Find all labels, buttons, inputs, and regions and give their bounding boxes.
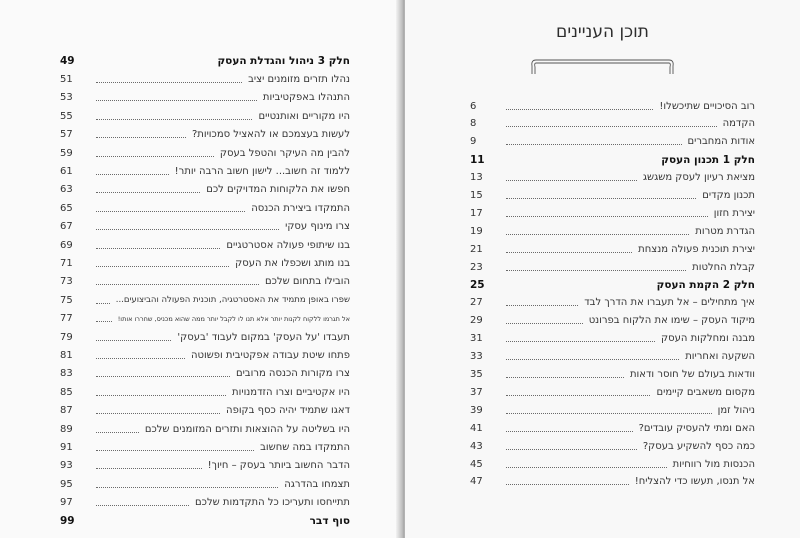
toc-entry-title: האם ומתי להעסיק עובדים? <box>638 422 755 434</box>
toc-dot-leader <box>506 144 682 145</box>
toc-dot-leader <box>96 340 171 341</box>
toc-dot-leader <box>96 192 200 193</box>
toc-entry-title: התנהלו באפקטיביות <box>262 92 350 104</box>
toc-entry <box>60 475 350 493</box>
toc-page-number: 89 <box>60 423 73 435</box>
toc-entry-title: אל תגרמו ללקוח לקנות יותר אלא תנו לו לקבל יותר ממה שהוא מכניס, שחררו אותו! <box>117 314 350 323</box>
toc-page-number: 39 <box>470 404 483 416</box>
toc-entry-title: חלק 3 ניהול והגדלת העסק <box>217 55 350 67</box>
toc-page-number: 11 <box>470 153 485 166</box>
toc-page-number: 57 <box>60 129 73 141</box>
toc-entry <box>470 437 755 455</box>
toc-dot-leader <box>96 395 226 396</box>
toc-entry-title: התמקדו במה שחשוב <box>260 441 350 453</box>
toc-entry <box>60 144 350 162</box>
toc-entry-title: תעבדו 'על העסק' במקום לעבוד 'בעסק' <box>177 331 350 343</box>
toc-page-number: 35 <box>470 369 483 380</box>
toc-entry <box>60 383 350 401</box>
toc-dot-leader <box>506 413 712 414</box>
toc-entry-title: מיקוד העסק – שימו את הלקוח בפרונט <box>588 315 755 327</box>
toc-dot-leader <box>96 229 279 230</box>
toc-entry <box>60 199 350 217</box>
toc-entry <box>60 346 350 364</box>
toc-dot-leader <box>96 100 257 101</box>
toc-entry <box>60 218 350 236</box>
toc-entry-title: שפרו באופן מתמיד את האסטרטגיה, תוכנית הפעולה והביצועים... <box>115 295 350 306</box>
toc-entry <box>470 330 755 348</box>
toc-chapter-entry <box>470 151 755 169</box>
toc-entry-title: השקעה ואחריות <box>685 351 755 363</box>
toc-entry <box>60 310 350 328</box>
toc-dot-leader <box>96 487 278 488</box>
toc-dot-leader <box>96 413 220 414</box>
toc-page-number: 23 <box>470 261 483 273</box>
toc-dot-leader <box>506 484 629 485</box>
toc-page-number: 75 <box>60 294 73 306</box>
toc-entry <box>60 89 350 107</box>
toc-entry <box>60 291 350 309</box>
toc-entry <box>470 455 755 473</box>
toc-page-number: 83 <box>60 368 73 380</box>
toc-chapter-entry <box>60 52 350 70</box>
toc-page-number: 73 <box>60 276 73 288</box>
toc-entry-title: היו מקוריים ואותנטיים <box>258 110 350 122</box>
toc-entry-title: פתחו שיטת עבודה אפקטיבית ופשוטה <box>190 349 350 361</box>
toc-page-number: 85 <box>60 386 73 398</box>
toc-page-number: 71 <box>60 257 73 269</box>
toc-entry-title: ניהול זמן <box>717 404 755 416</box>
toc-entry-title: הדבר החשוב ביותר בעסק – חיוך! <box>207 460 350 472</box>
toc-page-number: 53 <box>60 92 73 104</box>
toc-entry-title: בנו מותג ושכפלו את העסק <box>235 257 350 269</box>
toc-page-number: 29 <box>470 315 483 327</box>
toc-entry <box>470 312 755 330</box>
toc-entry-title: אל תנסו, תעשו כדי להצליח! <box>634 476 755 488</box>
toc-page-number: 15 <box>470 190 483 201</box>
toc-dot-leader <box>506 449 637 450</box>
toc-chapter-entry <box>60 512 350 530</box>
toc-dot-leader <box>96 211 245 212</box>
toc-entry <box>60 126 350 144</box>
toc-entry-title: צרו מינוף עסקי <box>285 221 350 233</box>
toc-page-number: 77 <box>60 313 73 325</box>
toc-entry-title: תתייחסו ותעריכו כל התקדמות שלכם <box>195 497 350 509</box>
toc-page-number: 63 <box>60 184 73 196</box>
toc-dot-leader <box>506 180 637 181</box>
toc-dot-leader <box>506 431 633 432</box>
toc-page-number: 99 <box>60 515 75 527</box>
toc-entry-title: וודאות בעולם של חוסר ודאות <box>629 369 755 380</box>
toc-entry <box>60 328 350 346</box>
toc-dot-leader <box>506 359 679 360</box>
toc-entry <box>470 419 755 437</box>
toc-entry <box>60 107 350 125</box>
toc-entry-title: אודות המחברים <box>687 136 755 148</box>
toc-entry-title: היו אקטיביים וצרו הזדמנויות <box>232 386 350 398</box>
toc-entry-title: סוף דבר <box>309 515 350 527</box>
toc-entry-title: חלק 1 תכנון העסק <box>661 153 755 166</box>
toc-entry-title: הגדרת מטרות <box>695 225 755 237</box>
toc-page-number: 79 <box>60 331 73 343</box>
toc-entry <box>60 494 350 512</box>
toc-entry-title: איך מתחילים – אל תעברו את הדרך לבד <box>584 297 755 309</box>
toc-dot-leader <box>506 198 696 199</box>
toc-dot-leader <box>96 450 254 451</box>
toc-entry <box>470 133 755 151</box>
toc-entry <box>470 401 755 419</box>
toc-entry <box>470 222 755 240</box>
toc-page-number: 97 <box>60 497 73 509</box>
toc-entry-title: הקדמה <box>722 118 755 130</box>
toc-dot-leader <box>506 341 655 342</box>
toc-dot-leader <box>96 82 242 83</box>
toc-entry <box>470 187 755 205</box>
toc-dot-leader <box>96 432 139 433</box>
toc-entry-title: מבנה ומחלקות העסק <box>661 333 755 345</box>
toc-dot-leader <box>96 358 185 359</box>
toc-page-number: 6 <box>470 100 477 112</box>
toc-page-number: 49 <box>60 55 75 67</box>
toc-entry <box>60 420 350 438</box>
toc-page-number: 8 <box>470 118 477 130</box>
toc-entry <box>60 273 350 291</box>
toc-entry-title: מציאת רעיון לעסק משגשג <box>642 172 755 184</box>
toc-dot-leader <box>96 284 259 285</box>
toc-entry-title: הכנסות מול רווחיות <box>672 458 755 470</box>
toc-dot-leader <box>96 266 229 267</box>
toc-page-number: 37 <box>470 386 483 398</box>
toc-page-number: 9 <box>470 136 477 148</box>
toc-entry-title: הובילו בתחום שלכם <box>265 276 350 288</box>
toc-entry <box>470 115 755 133</box>
toc-dot-leader <box>96 248 220 249</box>
toc-entry <box>470 97 755 115</box>
toc-entry <box>470 473 755 491</box>
toc-dot-leader <box>506 323 583 324</box>
toc-entry-title: התמקדו ביצירת הכנסה <box>251 202 350 214</box>
toc-dot-leader <box>506 305 578 306</box>
toc-entry <box>60 236 350 254</box>
toc-dot-leader <box>506 216 708 217</box>
toc-entry-title: חלק 2 הקמת העסק <box>656 279 755 291</box>
toc-page-number: 47 <box>470 476 483 488</box>
toc-dot-leader <box>96 505 189 506</box>
toc-dot-leader <box>96 376 230 377</box>
toc-dot-leader <box>506 126 717 127</box>
toc-chapter-entry <box>470 276 755 294</box>
toc-entry-title: דאגו שתמיד יהיה כסף בקופה <box>226 405 350 417</box>
toc-heading: תוכן העניינים <box>556 22 649 42</box>
toc-dot-leader <box>506 252 632 253</box>
toc-page-number: 95 <box>60 478 73 490</box>
toc-page-number: 81 <box>60 349 73 361</box>
toc-dot-leader <box>506 234 689 235</box>
toc-entry-title: קבלת החלטות <box>692 261 755 273</box>
toc-entry-title: יצירת חזון <box>713 207 755 219</box>
toc-entry-title: צרו מקורות הכנסה מרובים <box>235 368 350 380</box>
toc-entry-title: תצמחו בהדרגה <box>284 478 350 490</box>
toc-entry-title: יצירת תוכנית פעולה מנצחת <box>638 243 755 255</box>
toc-page-number: 65 <box>60 202 73 214</box>
toc-page-number: 87 <box>60 405 73 417</box>
toc-entry-title: להבין מה העיקר והטפל בעסק <box>219 147 350 159</box>
toc-entry-title: לעשות בעצמכם או להאציל סמכויות? <box>191 129 350 141</box>
toc-dot-leader <box>96 303 110 304</box>
toc-page-number: 19 <box>470 225 483 237</box>
toc-entry-title: בנו שיתופי פעולה אסטרטגיים <box>226 239 350 251</box>
toc-dot-leader <box>96 137 186 138</box>
toc-dot-leader <box>506 270 686 271</box>
toc-entry-title: רוב הסיכויים שתיכשלו! <box>659 100 755 112</box>
toc-entry <box>60 457 350 475</box>
toc-dot-leader <box>96 321 112 322</box>
toc-page-number: 33 <box>470 351 483 363</box>
toc-page-number: 51 <box>60 73 73 85</box>
toc-page-number: 59 <box>60 147 73 159</box>
right-page <box>405 0 800 538</box>
toc-entry <box>60 162 350 180</box>
toc-page-number: 67 <box>60 221 73 233</box>
toc-entry <box>60 70 350 88</box>
toc-entry-title: חפשו את הלקוחות המדויקים לכם <box>206 184 350 196</box>
toc-page-number: 25 <box>470 279 485 291</box>
toc-dot-leader <box>96 119 252 120</box>
toc-entry <box>60 402 350 420</box>
toc-page-number: 27 <box>470 297 483 309</box>
toc-dot-leader <box>506 395 650 396</box>
toc-page-number: 91 <box>60 441 73 453</box>
toc-page-number: 61 <box>60 165 73 177</box>
toc-entry-title: ללמוד זה חשוב... לישון חשוב הרבה יותר! <box>174 165 350 177</box>
toc-page-number: 55 <box>60 110 73 122</box>
toc-entry <box>60 365 350 383</box>
toc-entry <box>470 383 755 401</box>
toc-page-number: 45 <box>470 458 483 470</box>
toc-dot-leader <box>506 467 667 468</box>
toc-entry-title: מקסום משאבים קיימים <box>656 386 755 398</box>
toc-entry <box>470 348 755 366</box>
toc-entry <box>470 240 755 258</box>
toc-entry <box>470 366 755 384</box>
toc-page-number: 93 <box>60 460 73 472</box>
toc-dot-leader <box>96 174 169 175</box>
toc-entry <box>60 181 350 199</box>
toc-dot-leader <box>96 156 214 157</box>
toc-entry <box>60 438 350 456</box>
toc-dot-leader <box>96 468 202 469</box>
toc-dot-leader <box>506 377 624 378</box>
toc-page-number: 17 <box>470 207 483 219</box>
toc-entry <box>470 294 755 312</box>
toc-entry <box>60 254 350 272</box>
toc-page-number: 21 <box>470 243 483 255</box>
toc-entry <box>470 258 755 276</box>
toc-entry-title: היו בשליטה על ההוצאות ותזרים המזומנים שלכם <box>144 423 350 435</box>
toc-entry <box>470 169 755 187</box>
toc-dot-leader <box>506 109 653 110</box>
toc-entry-title: תכנון מקדים <box>702 190 755 201</box>
toc-page-number: 43 <box>470 440 483 452</box>
toc-page-number: 13 <box>470 172 483 184</box>
heading-ornament <box>530 54 675 76</box>
toc-page-number: 31 <box>470 333 483 345</box>
toc-entry-title: כמה כסף להשקיע בעסק? <box>642 440 755 452</box>
toc-entry-title: נהלו תזרים מזומנים יציב <box>248 73 350 85</box>
toc-entry <box>470 204 755 222</box>
toc-page-number: 69 <box>60 239 73 251</box>
toc-page-number: 41 <box>470 422 483 434</box>
